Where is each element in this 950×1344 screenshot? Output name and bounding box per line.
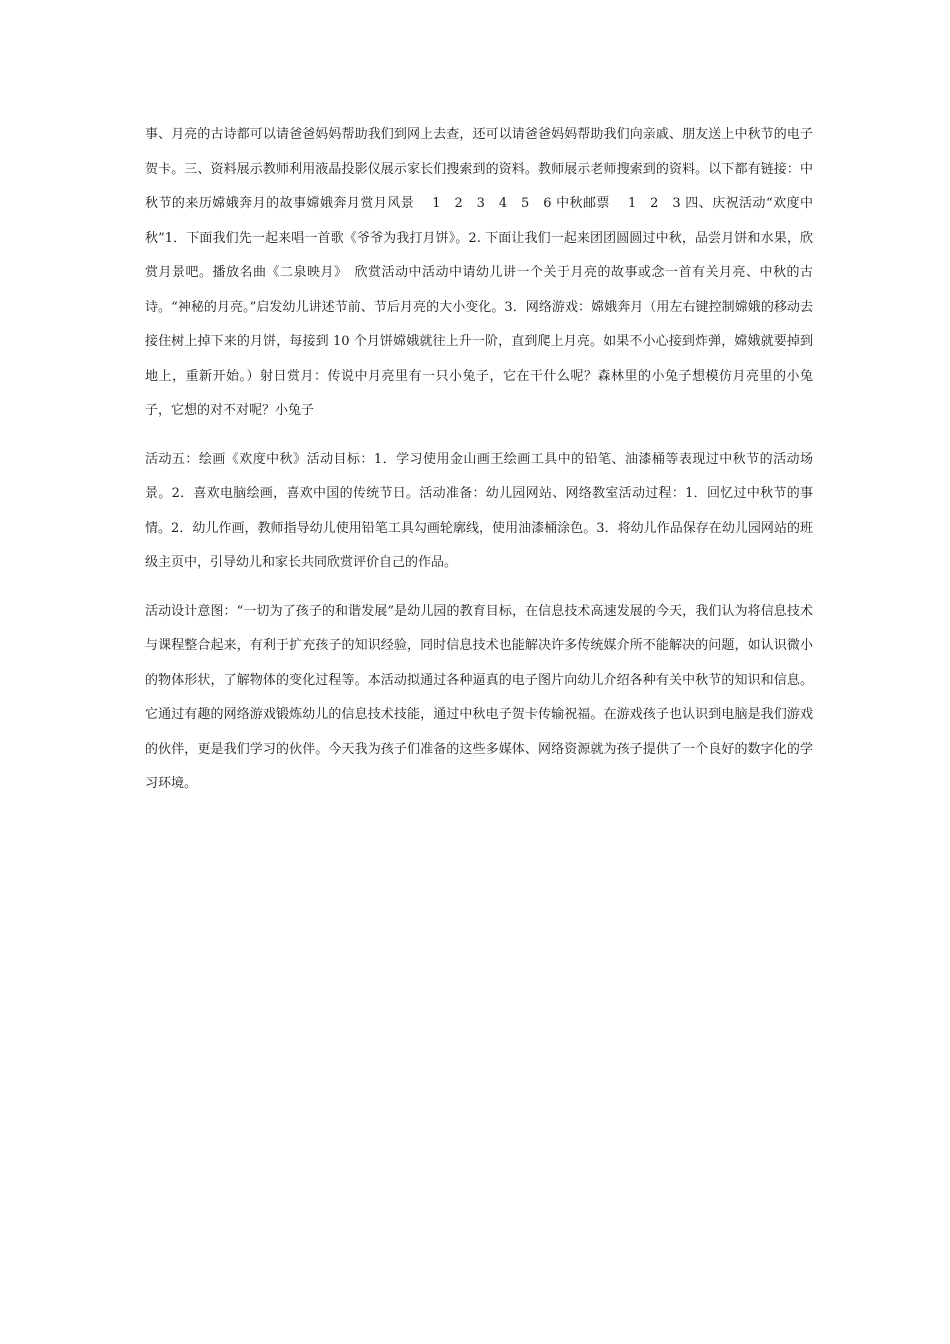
document-body [145, 118, 813, 802]
paragraph-design-intent: 活动设计意图：“一切为了孩子的和谐发展”是幼儿园的教育目标，在信息技术高速发展的今天，我们认为将信息技术与课程整合起来，有利于扩充孩子的知识经验，同时信息技术也能解决许多传统媒介所不能解决的问题，如认识微小的物体形状，了解物体的变化过程等。本活动拟通过各种逼真的电子图片向幼儿介绍各种有关中秋节的知识和信息。它通过有趣的网络游戏锻炼幼儿的信息技术技能，通过中秋电子贺卡传输祝福。在游戏孩子也认识到电脑是我们游戏的伙伴，更是我们学习的伙伴。今天我为孩子们准备的这些多媒体、网络资源就为孩子提供了一个良好的数字化的学习环境。 [145, 603, 813, 791]
paragraph-activity-four: 事、月亮的古诗都可以请爸爸妈妈帮助我们到网上去查，还可以请爸爸妈妈帮助我们向亲戚、朋友送上中秋节的电子贺卡。三、资料展示教师利用液晶投影仪展示家长们搜索到的资料。教师展示老师搜索到的资料。以下都有链接：中秋节的来历嫦娥奔月的故事嫦娥奔月赏月风景 1 2 3 4 5 6 中秋邮票 1 2 3 四、庆祝活动“欢度中秋”1．下面我们先一起来唱一首歌《爷爷为我打月饼》。2. 下面让我们一起来团团圆圆过中秋，品尝月饼和水果，欣赏月景吧。播放名曲《二泉映月》 欣赏活动中活动中请幼儿讲一个关于月亮的故事或念一首有关月亮、中秋的古诗。“神秘的月亮。”启发幼儿讲述节前、节后月亮的大小变化。3．网络游戏：嫦娥奔月（用左右键控制嫦娥的移动去接住树上掉下来的月饼，每接到 10 个月饼嫦娥就往上升一阶，直到爬上月亮。如果不小心接到炸弹，嫦娥就要掉到地上，重新开始。）射日赏月：传说中月亮里有一只小兔子，它在干什么呢？森林里的小兔子想模仿月亮里的小兔子，它想的对不对呢？小兔子 [145, 127, 813, 418]
paragraph-activity-five: 活动五：绘画《欢度中秋》活动目标：1．学习使用金山画王绘画工具中的铅笔、油漆桶等表现过中秋节的活动场景。2．喜欢电脑绘画，喜欢中国的传统节日。活动准备：幼儿园网站、网络教室活动过程：1．回忆过中秋节的事情。2．幼儿作画，教师指导幼儿使用铅笔工具勾画轮廓线，使用油漆桶涂色。3．将幼儿作品保存在幼儿园网站的班级主页中，引导幼儿和家长共同欣赏评价自己的作品。 [145, 451, 813, 570]
